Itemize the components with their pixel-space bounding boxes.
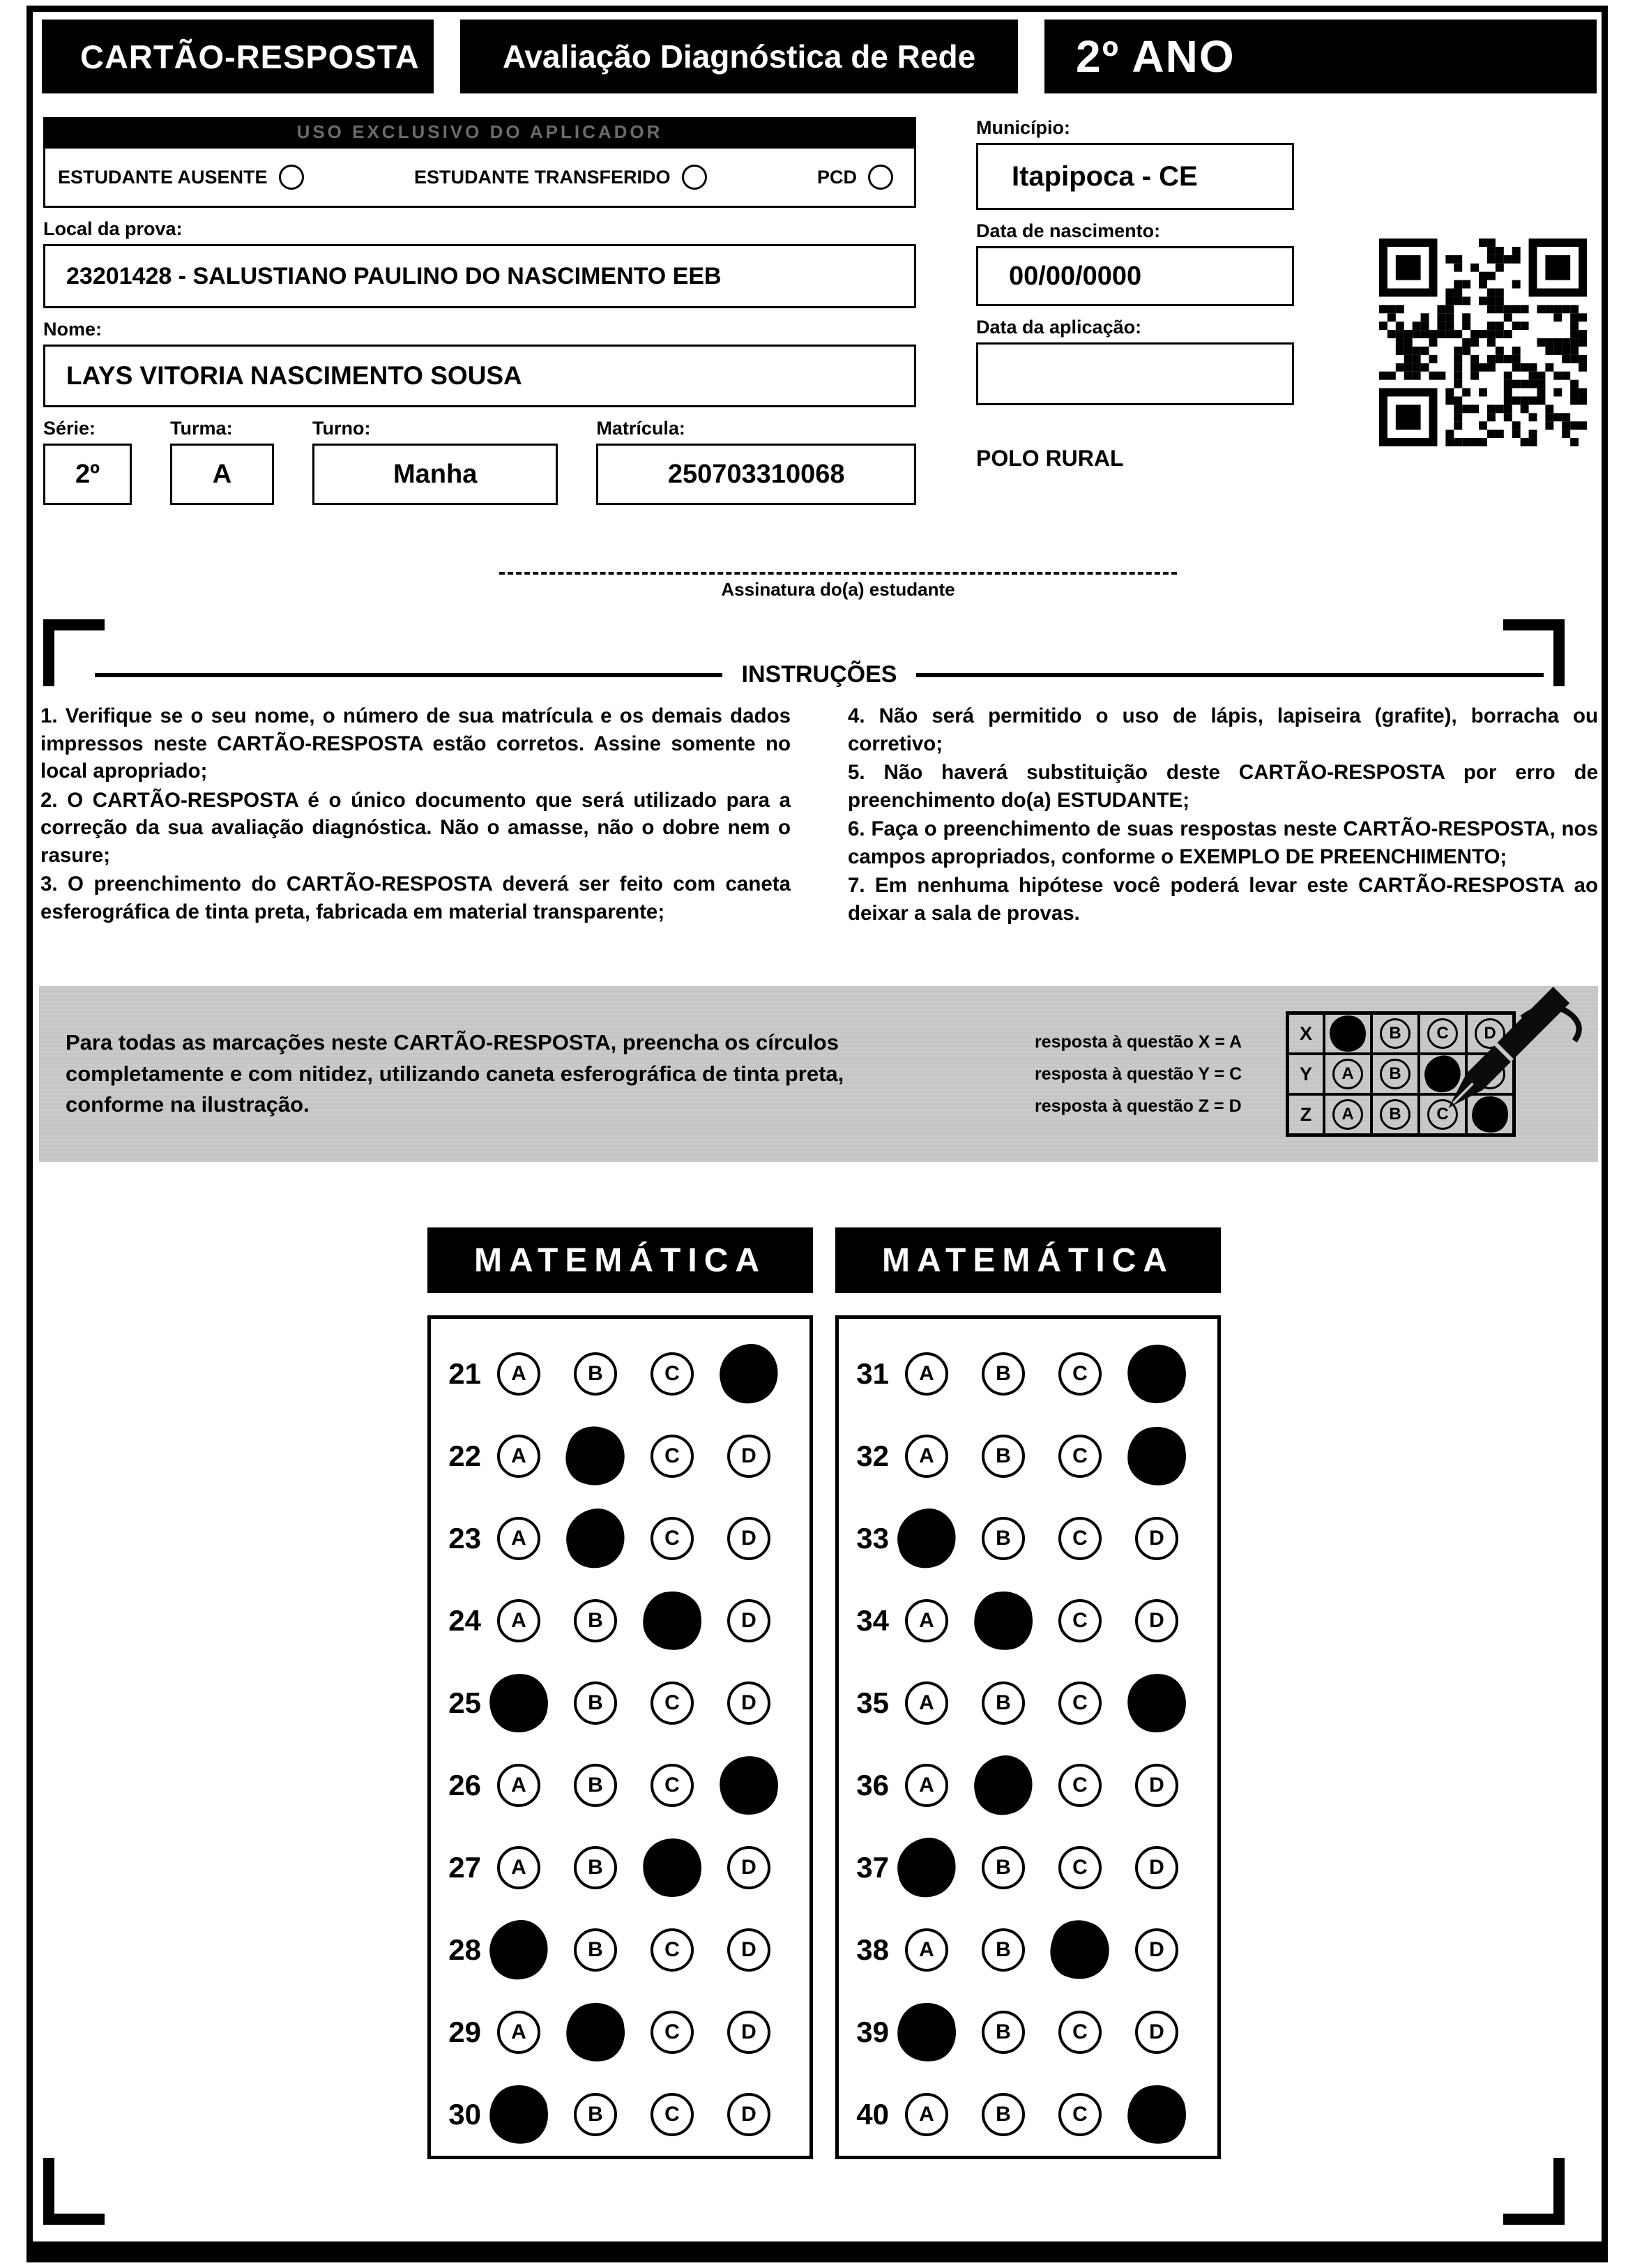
instruction-item: 1. Verifique se o seu nome, o número de sua matrícula e os demais dados impressos neste CARTÃO-RESPOSTA estão corretos. Assine somente no local apropriado; xyxy=(40,704,791,783)
question-row xyxy=(850,2073,1217,2156)
filled-bubble[interactable] xyxy=(560,1421,632,1492)
instruction-item: 6. Faça o preenchimento de suas respostas neste CARTÃO-RESPOSTA, nos campos apropriados, conforme o EXEMPLO DE PREENCHIMENTO; xyxy=(848,817,1598,868)
example-row-label: Z xyxy=(1288,1094,1324,1135)
answer-option-d[interactable] xyxy=(727,1763,771,1808)
answer-option-a[interactable] xyxy=(496,1516,541,1561)
example-bubble-cell[interactable] xyxy=(1371,1013,1419,1054)
answer-bubble[interactable]: D xyxy=(1475,1018,1505,1049)
filled-bubble[interactable] xyxy=(484,1915,554,1986)
form-title: CARTÃO-RESPOSTA xyxy=(42,20,434,93)
question-number: 40 xyxy=(856,2098,889,2131)
answer-bubble: D xyxy=(1135,1928,1178,1972)
answer-option-c[interactable] xyxy=(1058,1352,1102,1396)
answer-option-d[interactable] xyxy=(727,1681,771,1725)
question-row xyxy=(850,1497,1217,1580)
example-legend xyxy=(1035,1026,1272,1123)
answer-bubble: A xyxy=(497,2011,540,2054)
question-number: 22 xyxy=(448,1439,481,1472)
turma-label: Turma: xyxy=(170,418,233,439)
signature-line[interactable] xyxy=(499,572,1177,575)
applicator-option-circle[interactable] xyxy=(868,165,893,190)
answer-option-a[interactable] xyxy=(904,1763,949,1808)
answer-bubble: D xyxy=(727,1928,770,1972)
filled-bubble[interactable] xyxy=(486,2082,552,2147)
local-value-box: 23201428 - SALUSTIANO PAULINO DO NASCIMENTO EEB xyxy=(43,244,916,308)
question-row xyxy=(850,1662,1217,1744)
question-number: 39 xyxy=(856,2016,889,2048)
filled-bubble[interactable] xyxy=(892,1833,962,1903)
heading-rule-right xyxy=(916,673,1544,677)
applicator-option-label: ESTUDANTE TRANSFERIDO xyxy=(414,166,671,188)
answer-bubble: B xyxy=(982,1681,1025,1725)
answer-bubble: C xyxy=(651,1435,694,1478)
header xyxy=(42,20,1597,93)
matricula-value-box: 250703310068 xyxy=(596,444,916,505)
answer-bubble: A xyxy=(497,1599,540,1642)
answer-block-1-grid xyxy=(427,1315,813,2159)
filled-bubble[interactable] xyxy=(1044,1914,1116,1986)
instructions-columns xyxy=(40,702,1598,928)
answer-option-c[interactable] xyxy=(1058,1763,1102,1808)
turno-field xyxy=(312,407,558,505)
fill-example-section xyxy=(39,986,1598,1162)
answer-bubble: C xyxy=(651,1517,694,1560)
instruction-item: 2. O CARTÃO-RESPOSTA é o único documento que será utilizado para a correção da sua avaliação diagnóstica. Não o amasse, não o dobre nem o rasure; xyxy=(40,788,791,867)
answer-bubble: B xyxy=(574,1846,617,1889)
answer-bubble[interactable]: C xyxy=(1427,1018,1458,1049)
answer-bubble: A xyxy=(905,1681,948,1725)
answer-option-a[interactable] xyxy=(904,1845,949,1890)
question-number: 31 xyxy=(856,1357,889,1390)
fill-example-text: Para todas as marcações neste CARTÃO-RESPOSTA, preencha os círculos completamente e com nitidez, utilizando caneta esferográfica de tinta preta, conforme na ilustração. xyxy=(66,1029,844,1117)
answer-bubble: D xyxy=(727,2011,770,2054)
question-number: 29 xyxy=(448,2016,481,2048)
filled-bubble[interactable] xyxy=(563,1999,628,2065)
matricula-field xyxy=(596,407,916,505)
answer-option-d[interactable] xyxy=(727,1845,771,1890)
question-row xyxy=(442,1580,809,1662)
signature-label: Assinatura do(a) estudante xyxy=(721,579,955,600)
answer-option-a[interactable] xyxy=(904,1352,949,1396)
answer-bubble: B xyxy=(574,1681,617,1725)
answer-option-d[interactable] xyxy=(1134,1845,1179,1890)
answer-bubble: C xyxy=(1058,1435,1102,1478)
answer-option-c[interactable] xyxy=(1058,1928,1102,1972)
answer-bubble: C xyxy=(1058,2093,1102,2136)
question-row xyxy=(850,1827,1217,1909)
aplicacao-value-box xyxy=(976,342,1294,405)
answer-option-a[interactable] xyxy=(496,1598,541,1643)
answer-bubble: B xyxy=(982,1846,1025,1889)
answer-bubble: C xyxy=(651,2011,694,2054)
example-bubble-cell[interactable] xyxy=(1324,1054,1371,1094)
question-number: 30 xyxy=(448,2098,481,2131)
answer-option-b[interactable] xyxy=(981,2092,1026,2137)
answer-option-c[interactable] xyxy=(1058,1598,1102,1643)
question-number: 35 xyxy=(856,1686,889,1719)
question-number: 21 xyxy=(448,1357,481,1390)
answer-bubble: A xyxy=(497,1435,540,1478)
answer-option-d[interactable] xyxy=(727,1352,771,1396)
filled-bubble[interactable] xyxy=(714,1339,784,1409)
applicator-bar: USO EXCLUSIVO DO APLICADOR xyxy=(43,117,916,146)
answer-option-b[interactable] xyxy=(573,1928,618,1972)
answer-bubble[interactable]: C xyxy=(1427,1099,1458,1130)
qr-code-icon xyxy=(1379,239,1587,446)
answer-bubble: D xyxy=(1135,2011,1178,2054)
applicator-option-label: ESTUDANTE AUSENTE xyxy=(58,166,268,188)
answer-bubble: D xyxy=(727,2093,770,2136)
grade-label: 2º ANO xyxy=(1044,20,1597,93)
answer-option-a[interactable] xyxy=(904,1434,949,1479)
answer-bubble: B xyxy=(982,1928,1025,1972)
instructions-left xyxy=(40,702,791,928)
municipio-label: Município: xyxy=(976,117,1070,138)
answer-option-c[interactable] xyxy=(650,1516,694,1561)
instruction-item: 4. Não será permitido o uso de lápis, lapiseira (grafite), borracha ou corretivo; xyxy=(848,704,1598,755)
answer-option-c[interactable] xyxy=(1058,1681,1102,1725)
filled-bubble[interactable] xyxy=(639,1835,706,1901)
filled-bubble[interactable] xyxy=(561,1504,631,1574)
question-number: 27 xyxy=(448,1851,481,1884)
answer-option-b[interactable] xyxy=(981,1681,1026,1725)
question-row xyxy=(442,1991,809,2073)
local-label: Local da prova: xyxy=(43,218,183,239)
question-row xyxy=(442,1497,809,1580)
question-number: 38 xyxy=(856,1933,889,1966)
answer-bubble: C xyxy=(1058,1599,1102,1642)
question-number: 33 xyxy=(856,1522,889,1555)
registration-mark-bottom-left xyxy=(43,2158,105,2225)
answer-bubble[interactable]: B xyxy=(1380,1018,1410,1049)
question-number: 26 xyxy=(448,1769,481,1801)
instruction-item: 5. Não haverá substituição deste CARTÃO-RESPOSTA por erro de preenchimento do(a) ESTUDANTE; xyxy=(848,761,1598,812)
answer-option-c[interactable] xyxy=(1058,2092,1102,2137)
question-number: 23 xyxy=(448,1522,481,1555)
answer-bubble: B xyxy=(982,1517,1025,1560)
form-subtitle: Avaliação Diagnóstica de Rede xyxy=(460,20,1018,93)
answer-option-a[interactable] xyxy=(904,1681,949,1725)
answer-option-d[interactable] xyxy=(727,1928,771,1972)
answer-option-b[interactable] xyxy=(573,2092,618,2137)
question-number: 34 xyxy=(856,1604,889,1637)
answer-bubble: C xyxy=(651,1764,694,1807)
filled-bubble[interactable] xyxy=(1328,1013,1369,1054)
answer-option-d[interactable] xyxy=(1134,1681,1179,1725)
answer-bubble: B xyxy=(574,1928,617,1972)
answer-option-d[interactable] xyxy=(1134,2092,1179,2137)
answer-bubble: D xyxy=(1135,1846,1178,1889)
instructions-heading xyxy=(40,661,1598,688)
answer-bubble: D xyxy=(727,1517,770,1560)
instructions-title: INSTRUÇÕES xyxy=(741,661,897,688)
answer-bubble: A xyxy=(497,1764,540,1807)
question-number: 24 xyxy=(448,1604,481,1637)
answer-option-b[interactable] xyxy=(981,1928,1026,1972)
answer-bubble: B xyxy=(982,1352,1025,1396)
answer-bubble: B xyxy=(574,1599,617,1642)
answer-option-a[interactable] xyxy=(496,1928,541,1972)
instruction-item: 7. Em nenhuma hipótese você poderá levar este CARTÃO-RESPOSTA ao deixar a sala de provas. xyxy=(848,874,1598,925)
filled-bubble[interactable] xyxy=(1124,2082,1189,2147)
serie-value-box: 2º xyxy=(43,444,132,505)
matricula-label: Matrícula: xyxy=(596,418,685,439)
answer-option-c[interactable] xyxy=(650,1928,694,1972)
applicator-option-label: PCD xyxy=(816,166,857,188)
answer-option-b[interactable] xyxy=(981,1516,1026,1561)
answer-bubble: A xyxy=(905,1764,948,1807)
answer-bubble: A xyxy=(497,1846,540,1889)
answer-bubble: C xyxy=(1058,1681,1102,1725)
answer-option-d[interactable] xyxy=(727,1434,771,1479)
question-row xyxy=(442,1744,809,1827)
answer-option-b[interactable] xyxy=(573,1352,618,1396)
answer-option-d[interactable] xyxy=(727,1598,771,1643)
filled-bubble[interactable] xyxy=(486,1670,552,1737)
question-row xyxy=(850,1333,1217,1415)
answer-bubble: A xyxy=(905,1352,948,1396)
question-row xyxy=(442,1415,809,1497)
hand-pen-illustration-icon xyxy=(1424,969,1588,1133)
answer-option-b[interactable] xyxy=(573,1845,618,1890)
example-row-label: Y xyxy=(1288,1054,1324,1094)
answer-option-d[interactable] xyxy=(727,1516,771,1561)
nascimento-label: Data de nascimento: xyxy=(976,220,1161,241)
applicator-option xyxy=(58,165,304,190)
answer-option-c[interactable] xyxy=(650,1598,694,1643)
answer-option-b[interactable] xyxy=(573,2010,618,2055)
filled-bubble[interactable] xyxy=(716,1753,782,1819)
example-bubble-cell[interactable] xyxy=(1324,1094,1371,1135)
question-number: 28 xyxy=(448,1933,481,1966)
answer-option-b[interactable] xyxy=(573,1598,618,1643)
answer-option-b[interactable] xyxy=(573,1681,618,1725)
question-row xyxy=(850,1744,1217,1827)
filled-bubble[interactable] xyxy=(894,1999,959,2065)
answer-bubble: B xyxy=(574,1764,617,1807)
answer-bubble: A xyxy=(905,1435,948,1478)
registration-mark-bottom-right xyxy=(1503,2158,1565,2225)
answer-option-c[interactable] xyxy=(1058,2010,1102,2055)
municipio-value-box: Itapipoca - CE xyxy=(976,143,1294,210)
answer-option-b[interactable] xyxy=(981,1763,1026,1808)
applicator-option xyxy=(414,165,707,190)
answer-bubble: C xyxy=(1058,1517,1102,1560)
answer-option-a[interactable] xyxy=(904,2092,949,2137)
answer-option-b[interactable] xyxy=(981,1598,1026,1643)
question-row xyxy=(442,1909,809,1991)
answer-option-b[interactable] xyxy=(573,1763,618,1808)
answer-bubble: D xyxy=(727,1435,770,1478)
answer-bubble[interactable]: A xyxy=(1332,1059,1363,1089)
answer-option-a[interactable] xyxy=(904,1928,949,1972)
polo-label: POLO RURAL xyxy=(976,446,1124,471)
nome-value-box: LAYS VITORIA NASCIMENTO SOUSA xyxy=(43,345,916,407)
answer-bubble: D xyxy=(1135,1517,1178,1560)
fields-row xyxy=(43,407,916,505)
example-bubble-cell[interactable] xyxy=(1371,1094,1419,1135)
answer-option-d[interactable] xyxy=(1134,1434,1179,1479)
question-number: 25 xyxy=(448,1686,481,1719)
answer-bubble: B xyxy=(982,2011,1025,2054)
answer-option-d[interactable] xyxy=(1134,1352,1179,1396)
answer-option-c[interactable] xyxy=(650,2092,694,2137)
answer-option-a[interactable] xyxy=(496,1434,541,1479)
answer-bubble: B xyxy=(574,1352,617,1396)
answer-option-d[interactable] xyxy=(1134,1598,1179,1643)
applicator-option-circle[interactable] xyxy=(682,165,707,190)
example-legend-line: resposta à questão X = A xyxy=(1035,1031,1242,1052)
answer-block-2-header: MATEMÁTICA xyxy=(835,1227,1221,1293)
applicator-checkbox-row xyxy=(43,146,916,208)
answer-bubble: C xyxy=(651,1681,694,1725)
filled-bubble[interactable] xyxy=(971,1588,1036,1654)
serie-label: Série: xyxy=(43,418,96,439)
answer-option-c[interactable] xyxy=(1058,1434,1102,1479)
filled-bubble[interactable] xyxy=(968,1751,1039,1821)
answer-bubble: C xyxy=(651,2093,694,2136)
question-number: 36 xyxy=(856,1769,889,1801)
question-row xyxy=(850,1580,1217,1662)
answer-option-c[interactable] xyxy=(650,1352,694,1396)
answer-bubble: C xyxy=(1058,1764,1102,1807)
answer-bubble: B xyxy=(982,1435,1025,1478)
answer-option-d[interactable] xyxy=(1134,2010,1179,2055)
answer-option-c[interactable] xyxy=(1058,1845,1102,1890)
answer-option-b[interactable] xyxy=(981,1352,1026,1396)
example-bubble-cell[interactable] xyxy=(1371,1054,1419,1094)
filled-bubble[interactable] xyxy=(1124,1341,1190,1407)
question-number: 32 xyxy=(856,1439,889,1472)
answer-option-b[interactable] xyxy=(981,2010,1026,2055)
answer-option-d[interactable] xyxy=(1134,1516,1179,1561)
question-row xyxy=(442,1333,809,1415)
answer-bubble[interactable]: A xyxy=(1332,1099,1363,1130)
answer-option-a[interactable] xyxy=(904,1516,949,1561)
question-row xyxy=(442,1827,809,1909)
answer-option-a[interactable] xyxy=(496,2010,541,2055)
answer-bubble: C xyxy=(1058,1352,1102,1396)
answer-option-b[interactable] xyxy=(981,1434,1026,1479)
question-row xyxy=(850,1991,1217,2073)
answer-option-a[interactable] xyxy=(496,1845,541,1890)
answer-option-c[interactable] xyxy=(1058,1516,1102,1561)
instructions-right xyxy=(848,702,1598,928)
answer-option-c[interactable] xyxy=(650,2010,694,2055)
answer-option-d[interactable] xyxy=(727,2092,771,2137)
answer-option-a[interactable] xyxy=(496,2092,541,2137)
nome-label: Nome: xyxy=(43,319,102,340)
answer-option-c[interactable] xyxy=(650,1763,694,1808)
instruction-item: 3. O preenchimento do CARTÃO-RESPOSTA deverá ser feito com caneta esferográfica de tinta preta, fabricada em material transparente; xyxy=(40,872,791,923)
answer-option-b[interactable] xyxy=(981,1845,1026,1890)
answer-bubble: A xyxy=(497,1352,540,1396)
answer-option-a[interactable] xyxy=(904,2010,949,2055)
turma-field xyxy=(170,407,274,505)
answer-bubble: B xyxy=(574,2093,617,2136)
answer-bubble: D xyxy=(1135,1764,1178,1807)
answer-option-a[interactable] xyxy=(904,1598,949,1643)
answer-bubble[interactable]: B xyxy=(1380,1099,1410,1130)
answer-option-d[interactable] xyxy=(1134,1928,1179,1972)
example-row-label: X xyxy=(1288,1013,1324,1054)
filled-bubble[interactable] xyxy=(1124,1423,1189,1489)
signature-area xyxy=(499,572,1177,600)
answer-option-c[interactable] xyxy=(650,1434,694,1479)
answer-option-a[interactable] xyxy=(496,1681,541,1725)
answer-bubble: B xyxy=(982,2093,1025,2136)
question-row xyxy=(442,2073,809,2156)
answer-option-a[interactable] xyxy=(496,1352,541,1396)
answer-bubble: D xyxy=(1135,1599,1178,1642)
applicator-option-circle[interactable] xyxy=(279,165,304,190)
answer-bubble: C xyxy=(651,1352,694,1396)
answer-bubble: C xyxy=(1058,2011,1102,2054)
answer-option-b[interactable] xyxy=(573,1434,618,1479)
example-legend-line: resposta à questão Z = D xyxy=(1035,1096,1242,1117)
question-row xyxy=(442,1662,809,1744)
answer-block-2-grid xyxy=(835,1315,1221,2159)
student-data-panel xyxy=(43,117,916,505)
answer-bubble: D xyxy=(727,1846,770,1889)
answer-option-b[interactable] xyxy=(573,1516,618,1561)
question-number: 37 xyxy=(856,1851,889,1884)
filled-bubble[interactable] xyxy=(639,1588,705,1654)
answer-option-c[interactable] xyxy=(650,1681,694,1725)
heading-rule-left xyxy=(95,673,722,677)
turma-value-box: A xyxy=(170,444,274,505)
question-row xyxy=(850,1415,1217,1497)
applicator-option xyxy=(817,165,893,190)
answer-bubble: D xyxy=(727,1599,770,1642)
answer-bubble: A xyxy=(905,2093,948,2136)
example-legend-line: resposta à questão Y = C xyxy=(1035,1064,1242,1084)
answer-bubble[interactable]: B xyxy=(1380,1059,1410,1089)
nascimento-value-box: 00/00/0000 xyxy=(976,246,1294,306)
answer-block-1-header: MATEMÁTICA xyxy=(427,1227,813,1293)
answer-bubble: A xyxy=(497,1517,540,1560)
serie-field xyxy=(43,407,132,505)
filled-bubble[interactable] xyxy=(892,1504,962,1574)
answer-option-c[interactable] xyxy=(650,1845,694,1890)
instructions-section xyxy=(40,661,1598,928)
question-row xyxy=(850,1909,1217,1991)
answer-bubble: D xyxy=(727,1681,770,1725)
filled-bubble[interactable] xyxy=(1124,1670,1190,1737)
answer-bubble: C xyxy=(1058,1846,1102,1889)
answer-bubble: A xyxy=(905,1928,948,1972)
turno-value-box: Manha xyxy=(312,444,558,505)
answer-option-d[interactable] xyxy=(727,2010,771,2055)
answer-option-a[interactable] xyxy=(496,1763,541,1808)
aplicacao-label: Data da aplicação: xyxy=(976,317,1142,338)
answer-bubble: C xyxy=(651,1928,694,1972)
answer-option-d[interactable] xyxy=(1134,1763,1179,1808)
answer-bubble: A xyxy=(905,1599,948,1642)
example-bubble-cell[interactable] xyxy=(1324,1013,1371,1054)
turno-label: Turno: xyxy=(312,418,371,439)
